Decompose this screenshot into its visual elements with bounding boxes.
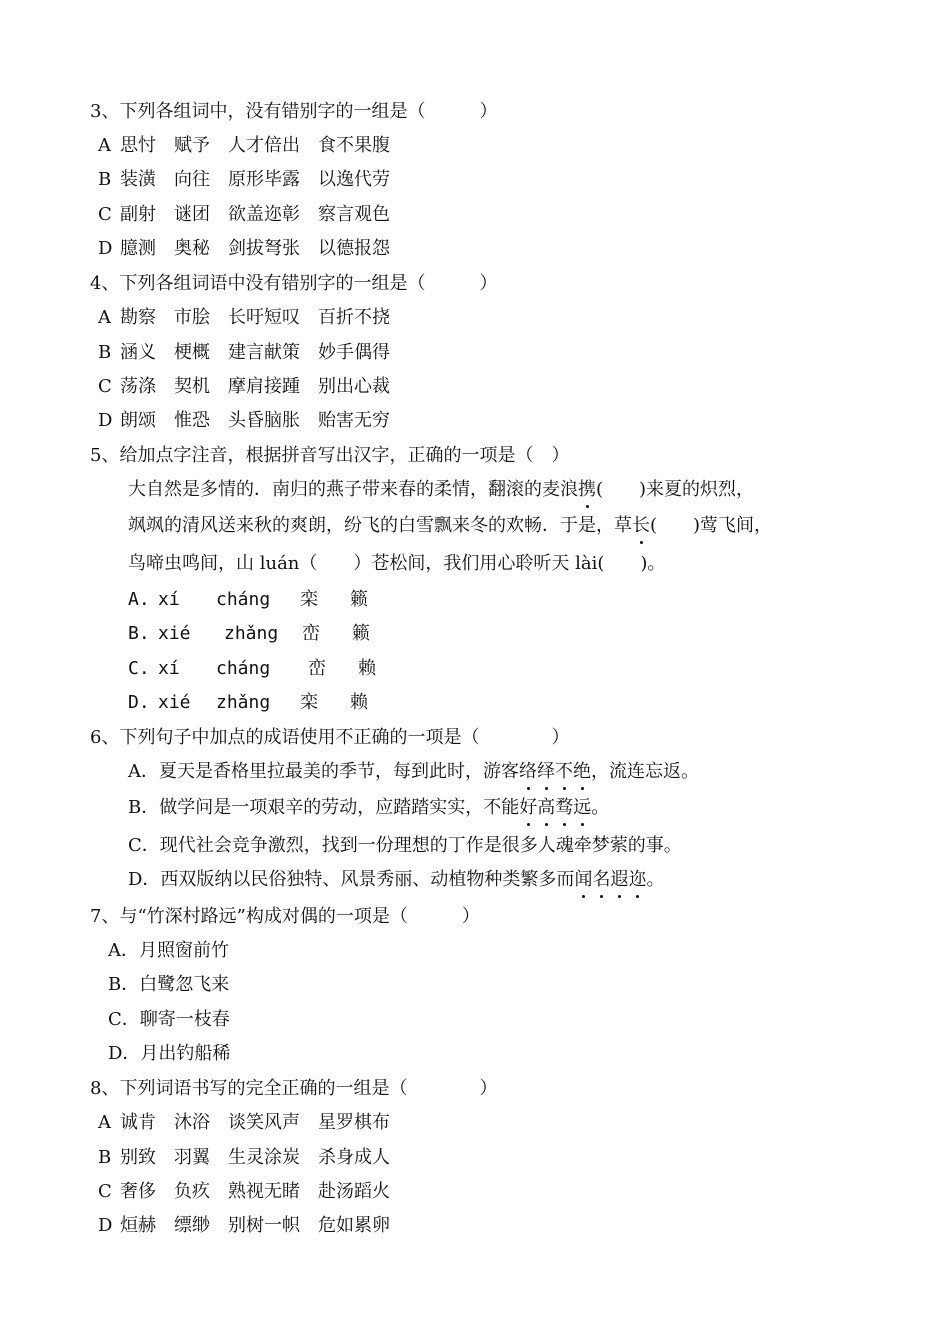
dotted-char: 不	[555, 761, 573, 782]
q5-option-b: B. xié zhǎng 峦 籁	[128, 623, 370, 644]
q3-option-b: B 装潢 向往 原形毕露 以逸代劳	[98, 169, 390, 190]
q5-option-d: D. xié zhǎng 栾 赖	[128, 692, 368, 713]
dotted-char: 迩	[628, 869, 647, 890]
q8-option-c: C 奢侈 负疚 熟视无睹 赴汤蹈火	[98, 1181, 390, 1202]
dotted-idiom	[574, 869, 646, 890]
q8-option-d: D 烜赫 缥缈 别树一帜 危如累卵	[98, 1215, 390, 1236]
dotted-char: 骛	[555, 797, 574, 818]
q6-option-d: D．西双版纳以民俗独特、风景秀丽、动植物种类繁多而闻名遐迩。	[128, 869, 665, 890]
q8-option-a: A 诚肯 沐浴 谈笑风声 星罗棋布	[98, 1112, 390, 1133]
q4-option-d: D 朗颂 惟恐 头昏脑胀 贻害无穷	[98, 410, 390, 431]
dotted-idiom	[519, 761, 591, 782]
q7-option-c: C．聊寄一枝春	[108, 1009, 230, 1030]
q6-option-b: B．做学问是一项艰辛的劳动，应踏踏实实，不能好高骛远。	[128, 797, 610, 818]
dotted-char: 绝	[573, 761, 591, 782]
q7-option-b: B．白鹭忽飞来	[108, 974, 230, 995]
q3-option-d: D 臆测 奥秘 剑拔弩张 以德报怨	[98, 238, 390, 259]
q5-passage-line-3: 鸟啼虫鸣间，山 luán（ ）苍松间，我们用心聆听天 lài( )。	[128, 553, 666, 574]
question-4-stem: 4、下列各组词语中没有错别字的一组是（ ）	[90, 273, 498, 294]
q5-passage-line-2: 飒飒的清风送来秋的爽朗，纷飞的白雪飘来冬的欢畅．于是，草长( )莺飞间，	[128, 515, 773, 536]
q4-option-c: C 荡涤 契机 摩肩接踵 别出心裁	[98, 376, 390, 397]
question-5-stem: 5、给加点字注音，根据拼音写出汉字，正确的一项是（ ）	[90, 445, 570, 466]
q3-option-a: A 思忖 赋予 人才倍出 食不果腹	[98, 135, 390, 156]
q4-option-b: B 涵义 梗概 建言献策 妙手偶得	[98, 342, 390, 363]
question-3-stem: 3、下列各组词中，没有错别字的一组是（ ）	[90, 101, 498, 122]
q6-option-c: C．现代社会竞争激烈，找到一份理想的丁作是很多人魂牵梦萦的事。	[128, 835, 682, 856]
dotted-char: 闻	[574, 869, 593, 890]
q5-option-a: A. xí cháng 栾 籁	[128, 589, 368, 610]
dotted-char: 携	[578, 479, 596, 500]
q7-option-a: A．月照窗前竹	[108, 940, 229, 961]
dotted-char: 高	[537, 797, 556, 818]
q5-passage-line-1: 大自然是多情的．南归的燕子带来春的柔情，翻滚的麦浪携( )来夏的炽烈，	[128, 479, 755, 500]
q7-option-d: D．月出钓船稀	[108, 1043, 231, 1064]
dotted-char: 远	[573, 797, 592, 818]
dotted-char: 名	[592, 869, 611, 890]
dotted-char: 长	[632, 515, 650, 536]
question-7-stem: 7、与“竹深村路远”构成对偶的一项是（ ）	[90, 906, 480, 927]
dotted-char: 遐	[610, 869, 629, 890]
dotted-idiom	[519, 797, 591, 818]
question-8-stem: 8、下列词语书写的完全正确的一组是（ ）	[90, 1078, 498, 1099]
dotted-char: 好	[519, 797, 538, 818]
question-6-stem: 6、下列句子中加点的成语使用不正确的一项是（ ）	[90, 727, 570, 748]
q8-option-b: B 别致 羽翼 生灵涂炭 杀身成人	[98, 1147, 390, 1168]
dotted-char: 络	[519, 761, 537, 782]
idiom: 魂牵梦萦	[555, 835, 628, 856]
q4-option-a: A 勘察 市脍 长吁短叹 百折不挠	[98, 307, 390, 328]
dotted-char: 绎	[537, 761, 555, 782]
q5-option-c: C. xí cháng 峦 赖	[128, 658, 376, 679]
q6-option-a: A．夏天是香格里拉最美的季节，每到此时，游客络绎不绝，流连忘返。	[128, 761, 699, 782]
q3-option-c: C 副射 谜团 欲盖迩彰 察言观色	[98, 204, 390, 225]
